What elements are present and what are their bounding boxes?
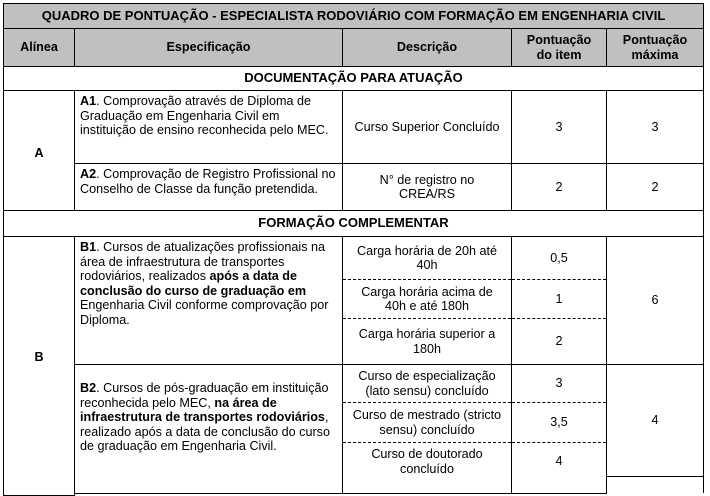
header-descricao: Descrição (342, 28, 512, 67)
spec-b1-text-bold: após a data de conclusão do curso de graduação em (80, 269, 307, 298)
spec-b2-code: B2 (80, 381, 97, 395)
pontuacao-b2-row3: 4 (512, 442, 606, 480)
spec-b2 (74, 364, 343, 494)
header-especificacao: Especificação (74, 28, 343, 67)
pontuacao-maxima-b1: 6 (606, 236, 704, 365)
spec-b2-text-bold: na área de infraestrutura de transportes rodoviários (80, 395, 325, 424)
spec-a2-code: A2 (80, 167, 97, 181)
spec-a1 (74, 90, 343, 164)
pontuacao-b2-row1: 3 (555, 376, 563, 391)
section-title-documentacao: DOCUMENTAÇÃO PARA ATUAÇÃO (3, 66, 704, 91)
spec-b1-text-2: Engenharia Civil conforme comprovação por Diploma. (80, 298, 329, 327)
spec-b2-text-2: , realizado após a data de conclusão do curso de graduação em Engenharia Civil. (80, 410, 330, 453)
descricao-b1-row2: Carga horária acima de 40h e até 180h (343, 279, 511, 318)
pontuacao-b1-row1: 0,5 (550, 250, 568, 265)
pontuacao-b1-row3: 2 (512, 318, 606, 364)
pontuacao-maxima-a2: 2 (606, 163, 704, 211)
spec-a1-code: A1 (80, 94, 97, 108)
pontuacao-item-a2: 2 (511, 163, 607, 211)
spec-b1-code: B1 (80, 240, 97, 254)
descricao-b2-row3: Curso de doutorado concluído (343, 442, 511, 480)
descricao-b2-row2: Curso de mestrado (stricto sensu) concluído (343, 402, 511, 442)
spec-a1-text: . Comprovação através de Diploma de Graduação em Engenharia Civil em instituição de ensino reconhecida pelo MEC. (80, 94, 329, 137)
pontuacao-b2-row2: 3,5 (512, 402, 606, 442)
spec-b1-text-1: . Cursos de atualizações profissionais na área de infraestrutura de transportes rodoviários, realizados (80, 240, 326, 283)
descricao-b1-row3: Carga horária superior a 180h (343, 318, 511, 364)
spec-a2-text: . Comprovação de Registro Profissional no Conselho de Classe da função pretendida. (80, 167, 336, 196)
descricao-b1-row1: Carga horária de 20h até 40h (356, 243, 498, 272)
pontuacao-maxima-b2-ext (606, 473, 704, 493)
alinea-a: A (3, 90, 75, 211)
spec-b2-text-1: . Cursos de pós-graduação em instituição reconhecida pelo MEC, (80, 381, 329, 410)
descricao-a2: N° de registro no CREA/RS (342, 163, 512, 211)
pontuacao-maxima-b2: 4 (606, 364, 704, 477)
spec-a2 (74, 163, 343, 211)
descricao-b2-row1: Curso de especialização (lato sensu) concluído (358, 369, 496, 398)
pontuacao-maxima-a1: 3 (606, 90, 704, 164)
alinea-b: B (3, 236, 75, 496)
descricao-a1: Curso Superior Concluído (342, 90, 512, 164)
spec-b1 (74, 236, 343, 365)
pontuacao-b1-row2: 1 (512, 279, 606, 318)
section-title-formacao: FORMAÇÃO COMPLEMENTAR (3, 210, 704, 237)
header-pontuacao-maxima: Pontuação máxima (606, 28, 704, 67)
pontuacao-item-a1: 3 (511, 90, 607, 164)
header-pontuacao-item: Pontuação do item (511, 28, 607, 67)
header-alinea: Alínea (3, 28, 75, 67)
table-title: QUADRO DE PONTUAÇÃO - ESPECIALISTA RODOVIÁRIO COM FORMAÇÃO EM ENGENHARIA CIVIL (3, 3, 704, 29)
